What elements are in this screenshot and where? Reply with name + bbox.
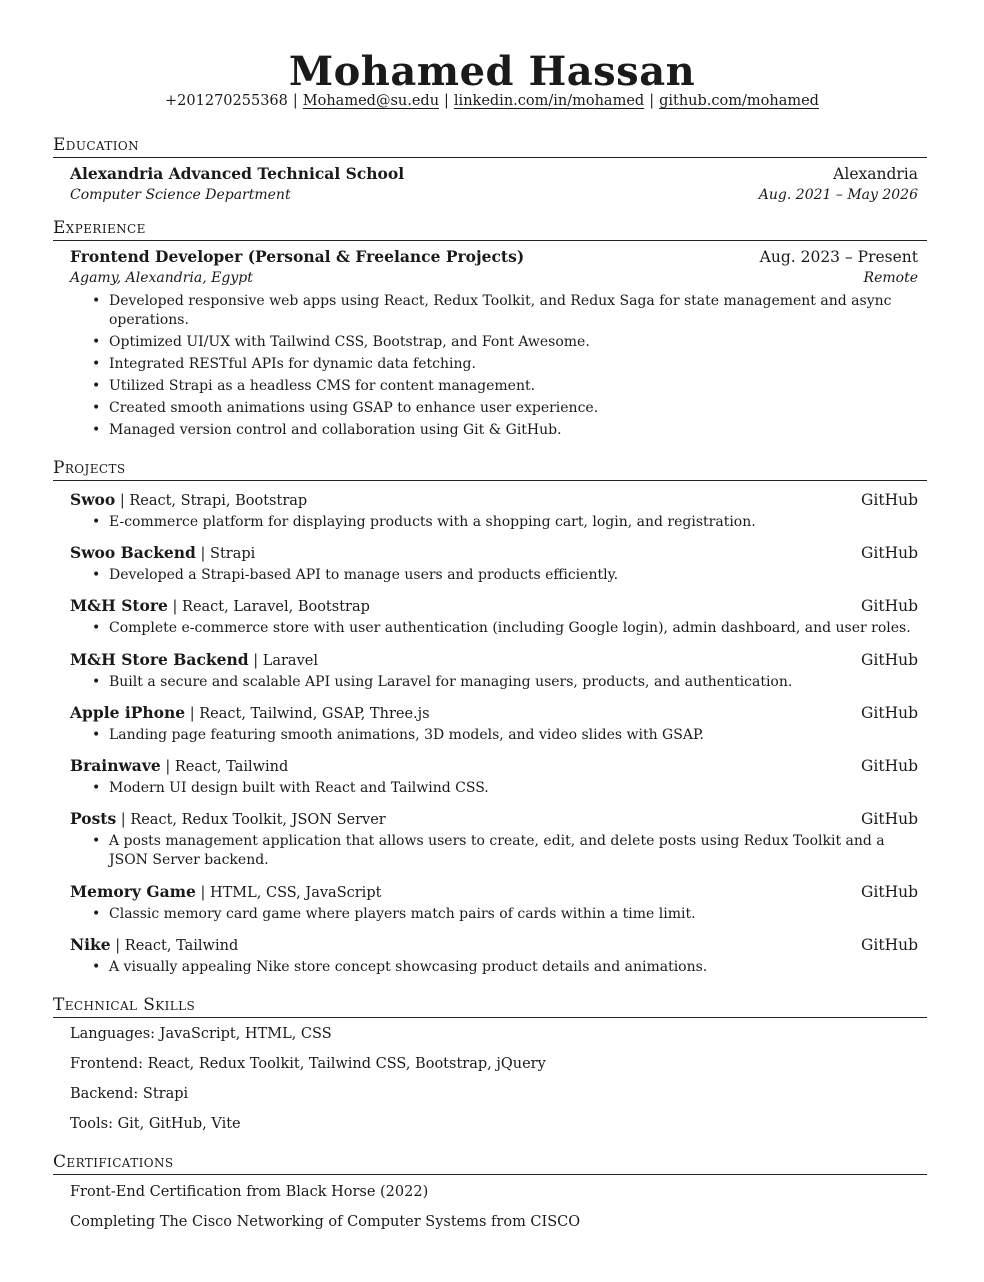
project-name: Swoo Backend <box>70 543 196 562</box>
list-item: • A posts management application that allows users to create, edit, and delete posts using Redux Toolkit and a JSON Server backend. <box>92 832 902 870</box>
project-tech: React, Tailwind, GSAP, Three.js <box>199 706 430 722</box>
skill-line: Languages: JavaScript, HTML, CSS <box>70 1026 332 1042</box>
project-tech: React, Tailwind <box>174 759 289 775</box>
school-location: Alexandria <box>833 165 918 183</box>
github-project-link[interactable]: GitHub <box>861 883 918 901</box>
project-tech: React, Strapi, Bootstrap <box>129 493 308 509</box>
experience-row <box>70 247 918 266</box>
github-project-link[interactable]: GitHub <box>861 810 918 828</box>
project-name: Posts <box>70 809 117 828</box>
project-tech: React, Redux Toolkit, JSON Server <box>130 812 386 828</box>
job-location: Agamy, Alexandria, Egypt <box>70 270 253 286</box>
phone-number: +201270255368 <box>165 93 288 109</box>
section-title-experience: Experience <box>53 217 927 241</box>
list-item: • Complete e-commerce store with user authentication (including Google login), admin dashboard, and user roles. <box>92 619 912 638</box>
github-link[interactable]: github.com/mohamed <box>659 93 819 109</box>
separator: | <box>292 93 298 109</box>
project-row: M&H Store | React, Laravel, Bootstrap GitHub <box>70 596 918 615</box>
github-project-link[interactable]: GitHub <box>861 544 918 562</box>
project-bullets <box>92 832 902 870</box>
project-bullets <box>92 566 902 585</box>
project-name: Apple iPhone <box>70 703 186 722</box>
linkedin-link[interactable]: linkedin.com/in/mohamed <box>453 93 645 109</box>
list-item: • Created smooth animations using GSAP to enhance user experience. <box>92 399 902 418</box>
list-item: • Developed responsive web apps using React, Redux Toolkit, and Redux Saga for state management and async operations. <box>92 292 902 330</box>
list-item: • A visually appealing Nike store concept showcasing product details and animations. <box>92 958 902 977</box>
certification-line: Completing The Cisco Networking of Computer Systems from CISCO <box>70 1214 581 1230</box>
section-title-certifications: Certifications <box>53 1151 927 1175</box>
experience-bullets <box>92 292 902 440</box>
list-item: • Modern UI design built with React and Tailwind CSS. <box>92 779 902 798</box>
project-tech: React, Tailwind <box>124 938 239 954</box>
department: Computer Science Department <box>70 187 291 203</box>
project-tech: Strapi <box>210 546 256 562</box>
job-role: Frontend Developer (Personal & Freelance Projects) <box>70 247 525 266</box>
project-name: Brainwave <box>70 756 161 775</box>
github-project-link[interactable]: GitHub <box>861 651 918 669</box>
job-mode: Remote <box>863 270 918 286</box>
github-project-link[interactable]: GitHub <box>861 757 918 775</box>
project-row: Posts | React, Redux Toolkit, JSON Server GitHub <box>70 809 918 828</box>
list-item: • Classic memory card game where players match pairs of cards within a time limit. <box>92 905 902 924</box>
list-item: • Landing page featuring smooth animations, 3D models, and video slides with GSAP. <box>92 726 902 745</box>
list-item: • Built a secure and scalable API using Laravel for managing users, products, and authentication. <box>92 673 902 692</box>
project-row: Swoo | React, Strapi, Bootstrap GitHub <box>70 490 918 509</box>
school-name: Alexandria Advanced Technical School <box>70 164 405 183</box>
project-name: Nike <box>70 935 111 954</box>
project-name: M&H Store <box>70 596 168 615</box>
education-dates: Aug. 2021 – May 2026 <box>758 187 918 203</box>
project-bullets <box>92 673 902 692</box>
project-row: Swoo Backend | Strapi GitHub <box>70 543 918 562</box>
project-row: M&H Store Backend | Laravel GitHub <box>70 650 918 669</box>
section-title-education: Education <box>53 134 927 158</box>
project-tech: React, Laravel, Bootstrap <box>182 599 370 615</box>
github-project-link[interactable]: GitHub <box>861 491 918 509</box>
project-bullets <box>92 905 902 924</box>
project-name: Swoo <box>70 490 116 509</box>
project-row: Nike | React, Tailwind GitHub <box>70 935 918 954</box>
list-item: • Optimized UI/UX with Tailwind CSS, Bootstrap, and Font Awesome. <box>92 333 902 352</box>
project-tech: Laravel <box>262 653 318 669</box>
github-project-link[interactable]: GitHub <box>861 936 918 954</box>
section-title-skills: Technical Skills <box>53 994 927 1018</box>
email-link[interactable]: Mohamed@su.edu <box>302 93 440 109</box>
candidate-name: Mohamed Hassan <box>288 48 696 95</box>
project-row: Brainwave | React, Tailwind GitHub <box>70 756 918 775</box>
section-title-projects: Projects <box>53 457 927 481</box>
project-bullets <box>92 726 902 745</box>
list-item: • Developed a Strapi-based API to manage users and products efficiently. <box>92 566 902 585</box>
list-item: • Integrated RESTful APIs for dynamic data fetching. <box>92 355 902 374</box>
experience-detail-row <box>70 270 918 286</box>
education-row <box>70 164 918 183</box>
project-bullets <box>92 513 902 532</box>
separator: | <box>649 93 655 109</box>
list-item: • Utilized Strapi as a headless CMS for content management. <box>92 377 902 396</box>
project-name: Memory Game <box>70 882 196 901</box>
skill-line: Frontend: React, Redux Toolkit, Tailwind CSS, Bootstrap, jQuery <box>70 1056 546 1072</box>
project-row: Apple iPhone | React, Tailwind, GSAP, Three.js GitHub <box>70 703 918 722</box>
list-item: • E-commerce platform for displaying products with a shopping cart, login, and registration. <box>92 513 902 532</box>
job-dates: Aug. 2023 – Present <box>759 248 918 266</box>
certification-line: Front-End Certification from Black Horse (2022) <box>70 1184 429 1200</box>
contact-line <box>0 91 984 111</box>
project-name: M&H Store Backend <box>70 650 249 669</box>
separator: | <box>444 93 449 109</box>
skill-line: Backend: Strapi <box>70 1086 189 1102</box>
list-item: • Managed version control and collaboration using Git & GitHub. <box>92 421 902 440</box>
github-project-link[interactable]: GitHub <box>861 597 918 615</box>
skill-line: Tools: Git, GitHub, Vite <box>70 1116 241 1132</box>
project-row: Memory Game | HTML, CSS, JavaScript GitHub <box>70 882 918 901</box>
project-bullets <box>92 779 902 798</box>
project-bullets <box>92 619 912 638</box>
project-tech: HTML, CSS, JavaScript <box>209 885 382 901</box>
github-project-link[interactable]: GitHub <box>861 704 918 722</box>
education-detail-row <box>70 187 918 203</box>
project-bullets <box>92 958 902 977</box>
